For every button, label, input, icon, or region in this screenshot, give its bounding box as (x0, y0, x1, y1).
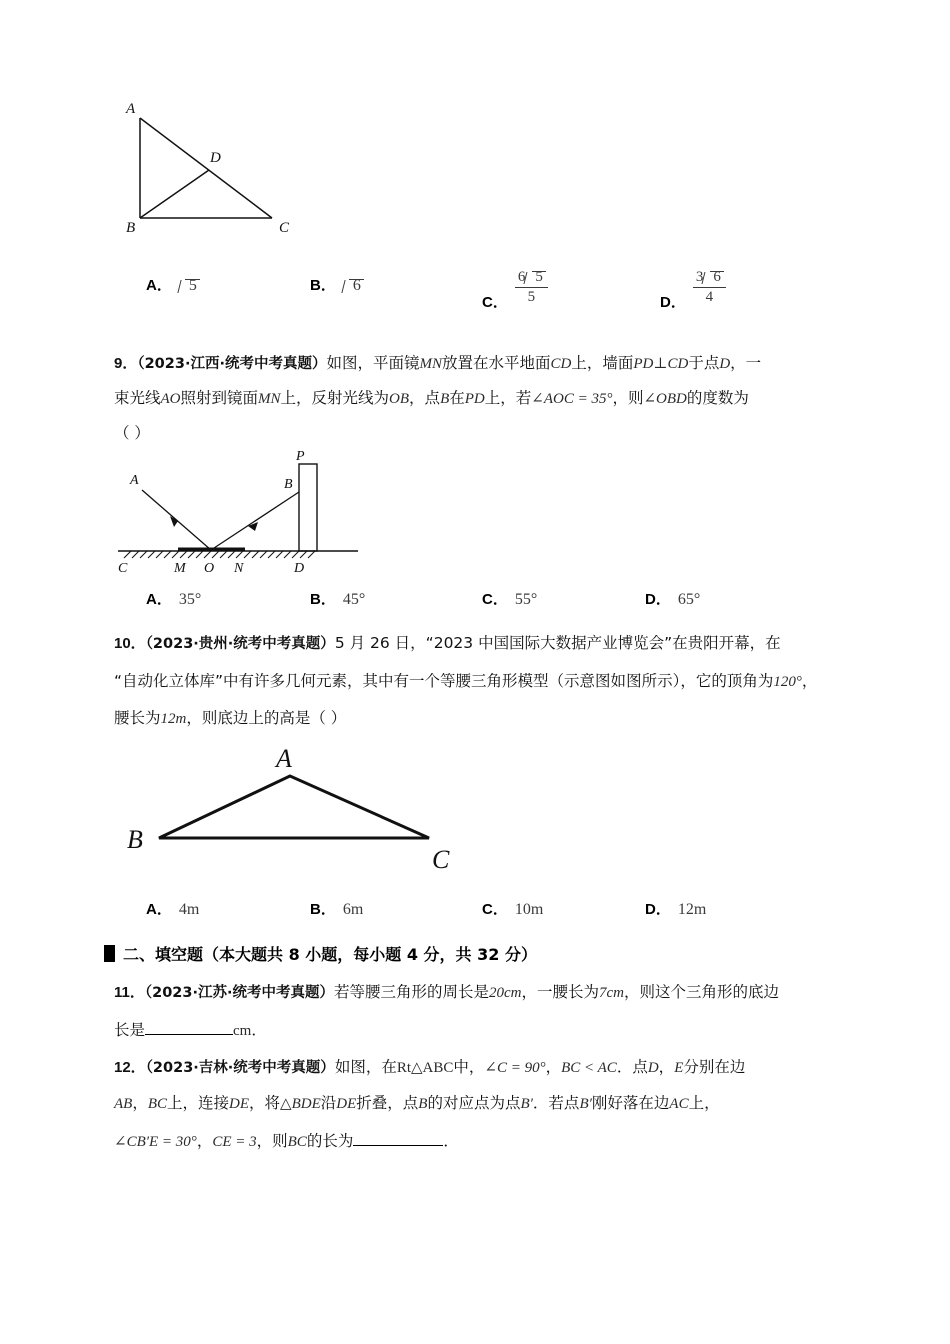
option-value: 35° (178, 591, 202, 608)
sqrt-icon: 6 (703, 268, 723, 286)
svg-text:M: M (174, 561, 186, 576)
question8-options (0, 262, 950, 311)
question9-figure-mirror-reflection (100, 448, 390, 588)
option-label: A． (146, 591, 172, 608)
fraction (693, 268, 726, 306)
option-label: D． (660, 293, 686, 311)
question8-option-b[interactable] (310, 274, 363, 295)
question-source: （2023·江苏·统考中考真题） (144, 985, 334, 1001)
svg-text:C: C (432, 845, 450, 874)
option-value: 6m (342, 901, 364, 918)
question9-option-c[interactable] (482, 588, 537, 609)
question11-line-2: 长是 cm． (114, 1021, 267, 1039)
question10-option-d[interactable] (645, 898, 706, 919)
svg-text:B: B (284, 477, 293, 492)
sqrt-icon: 5 (179, 276, 199, 295)
answer-blank-12[interactable] (353, 1132, 443, 1146)
sqrt-icon: 5 (525, 268, 545, 286)
option-value: 65° (677, 591, 701, 608)
option-label: B． (310, 277, 336, 294)
option-label: B． (310, 591, 336, 608)
option-label: C． (482, 901, 508, 918)
option-value (515, 269, 548, 312)
question12-line-2: AB，BC上，连接DE，将△BDE沿DE折叠，点B的对应点为点B′．若点B′刚好落在边AC上， (114, 1094, 720, 1112)
option-label: A． (146, 901, 172, 918)
question8-option-a[interactable] (146, 274, 199, 295)
question-number: 11． (114, 984, 145, 1001)
question10-option-b[interactable] (310, 898, 363, 919)
option-label: D． (645, 901, 671, 918)
svg-text:D: D (294, 561, 305, 576)
fraction-numerator: 3 6 (695, 269, 721, 285)
question8-figure-right-triangle (112, 100, 312, 235)
svg-text:P: P (296, 449, 305, 464)
question-source: （2023·江西·统考中考真题） (137, 356, 327, 372)
question12-line-1: 12．（2023·吉林·统考中考真题）如图，在Rt△ABC中，∠C = 90°，BC < AC．点D，E分别在边 (114, 1058, 746, 1076)
answer-blank-11[interactable] (145, 1021, 233, 1035)
option-label: C． (482, 591, 508, 608)
option-value (693, 269, 726, 312)
option-value: 55° (514, 591, 538, 608)
question-source: （2023·吉林·统考中考真题） (145, 1060, 335, 1076)
svg-text:D: D (210, 150, 221, 166)
question-number: 12． (114, 1059, 146, 1076)
question10-figure-isosceles-triangle (112, 738, 512, 886)
question8-option-c[interactable] (482, 269, 548, 312)
fraction (515, 268, 548, 306)
fraction-denominator: 5 (515, 287, 548, 306)
option-label: C． (482, 293, 508, 311)
question9-line-1: 9．（2023·江西·统考中考真题）如图，平面镜MN放置在水平地面CD上，墙面PD⊥CD于点D，一 (114, 354, 762, 372)
svg-text:C: C (118, 561, 128, 576)
question12-line-3: ∠CB′E = 30°，CE = 3，则BC的长为 ． (114, 1132, 459, 1150)
option-value (179, 276, 199, 295)
question10-line-1: 10．（2023·贵州·统考中考真题）5 月 26 日，“2023 中国国际大数据产业博览会”在贵阳开幕，在 (114, 634, 781, 652)
svg-text:B: B (126, 220, 136, 235)
question-number: 10． (114, 635, 146, 652)
question9-option-b[interactable] (310, 588, 365, 609)
option-value: 45° (342, 591, 366, 608)
option-value: 12m (677, 901, 707, 918)
question10-options (0, 898, 950, 942)
svg-text:C: C (279, 220, 290, 235)
question10-line-2: “自动化立体库”中有许多几何元素，其中有一个等腰三角形模型（示意图如图所示），它的顶角为120°， (114, 672, 818, 690)
sqrt-icon: 6 (343, 276, 363, 295)
question9-option-a[interactable] (146, 588, 201, 609)
question11-line-1: 11．（2023·江苏·统考中考真题）若等腰三角形的周长是20cm，一腰长为7cm，则这个三角形的底边 (114, 983, 780, 1001)
option-value: 10m (514, 901, 544, 918)
question-number: 9． (114, 355, 138, 372)
section-2-heading (104, 942, 537, 965)
fraction-denominator: 4 (693, 287, 726, 306)
question9-options (0, 588, 950, 632)
svg-text:A: A (276, 744, 292, 773)
option-value (343, 276, 363, 295)
svg-text:O: O (204, 561, 215, 576)
question8-option-d[interactable] (660, 269, 726, 312)
option-label: A． (146, 277, 172, 294)
svg-text:B: B (127, 825, 143, 854)
svg-text:A: A (126, 101, 136, 117)
question9-line-2: 束光线AO照射到镜面MN上，反射光线为OB，点B在PD上，若∠AOC = 35°，则∠OBD的度数为 (114, 389, 749, 407)
question10-line-3: 腰长为12m，则底边上的高是（ ） (114, 709, 347, 727)
option-value: 4m (178, 901, 200, 918)
section-marker-bar (104, 945, 115, 962)
question10-option-a[interactable] (146, 898, 199, 919)
option-label: D． (645, 591, 671, 608)
section-heading-text: 二、填空题（本大题共 8 小题，每小题 4 分，共 32 分） (123, 945, 537, 964)
option-label: B． (310, 901, 336, 918)
svg-text:A: A (130, 473, 139, 488)
svg-text:N: N (234, 561, 244, 576)
fraction-numerator: 6 5 (517, 269, 543, 285)
question10-option-c[interactable] (482, 898, 543, 919)
question9-line-3: （ ） (114, 424, 150, 442)
question-source: （2023·贵州·统考中考真题） (145, 636, 335, 652)
question9-option-d[interactable] (645, 588, 700, 609)
